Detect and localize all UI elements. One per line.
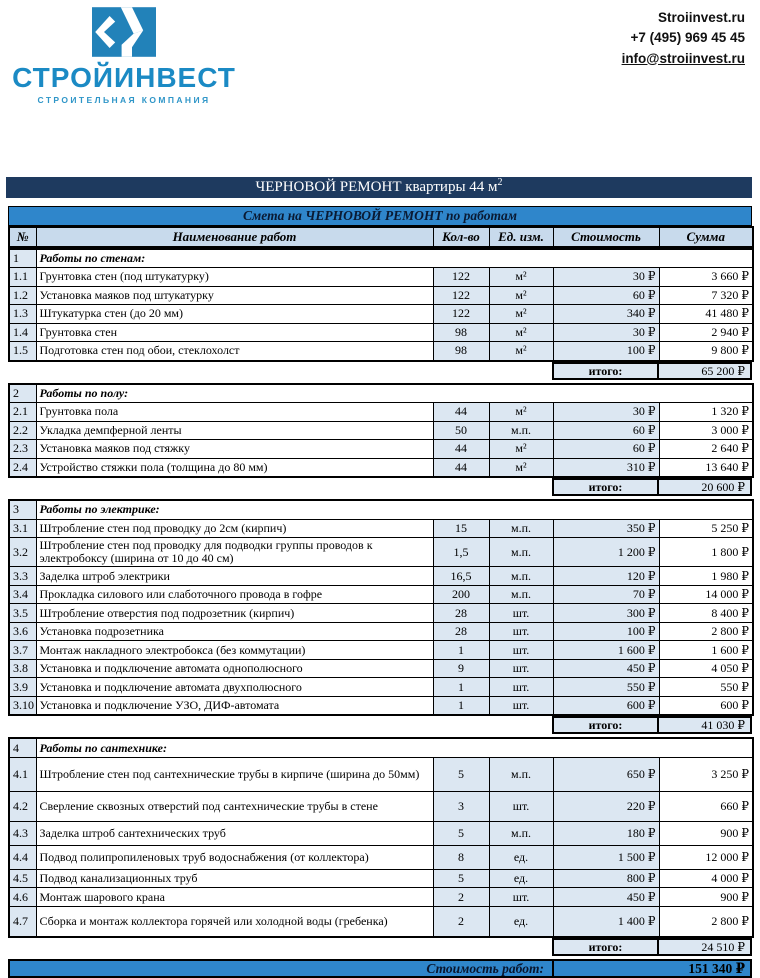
work-row-3.4 [9, 585, 753, 604]
row-number: 4.4 [9, 845, 36, 869]
work-name: Штробление стен под сантехнические трубы в кирпиче (ширина до 50мм) [36, 757, 433, 791]
work-price: 340 ₽ [553, 305, 659, 324]
work-row-2.2 [9, 421, 753, 440]
grand-total-label: Стоимость работ: [10, 961, 554, 976]
subtotal-value: 20 600 ₽ [658, 478, 752, 496]
work-sum: 900 ₽ [659, 888, 753, 907]
row-number: 4.3 [9, 821, 36, 845]
row-number: 3.5 [9, 604, 36, 623]
section-header-row [9, 384, 753, 403]
subtotal-value: 24 510 ₽ [658, 938, 752, 956]
work-name: Штробление стен под проводку до 2см (кирпич) [36, 519, 433, 538]
section-number: 4 [9, 738, 36, 757]
logo-mark-icon [92, 4, 156, 60]
section-1-table [8, 248, 754, 362]
subtotal-label: итого: [552, 716, 658, 734]
work-sum: 660 ₽ [659, 791, 753, 821]
section-3-table [8, 499, 754, 716]
col-header-sum: Сумма [659, 227, 753, 247]
work-name: Подвод полипропиленовых труб водоснабжения (от коллектора) [36, 845, 433, 869]
work-price: 350 ₽ [553, 519, 659, 538]
work-row-3.10 [9, 696, 753, 715]
row-number: 1.3 [9, 305, 36, 324]
subtotal-spacer [8, 478, 552, 496]
work-qty: 2 [433, 888, 489, 907]
row-number: 3.1 [9, 519, 36, 538]
work-qty: 1,5 [433, 538, 489, 567]
work-row-1.1 [9, 268, 753, 287]
section-4-subtotal-row [8, 938, 752, 956]
row-number: 2.3 [9, 440, 36, 459]
section-2-table [8, 383, 754, 479]
section-number: 2 [9, 384, 36, 403]
phone-number: +7 (495) 969 45 45 [630, 30, 745, 46]
work-price: 1 400 ₽ [553, 906, 659, 937]
work-name: Укладка демпферной ленты [36, 421, 433, 440]
work-price: 60 ₽ [553, 421, 659, 440]
row-number: 3.3 [9, 567, 36, 586]
work-row-3.6 [9, 622, 753, 641]
work-unit: шт. [489, 696, 553, 715]
col-header-price: Стоимость [553, 227, 659, 247]
document-title-superscript: 2 [497, 177, 503, 188]
work-qty: 2 [433, 906, 489, 937]
company-logo [10, 4, 238, 105]
work-price: 30 ₽ [553, 403, 659, 422]
work-sum: 1 800 ₽ [659, 538, 753, 567]
work-sum: 8 400 ₽ [659, 604, 753, 623]
work-price: 310 ₽ [553, 458, 659, 477]
work-price: 60 ₽ [553, 286, 659, 305]
work-sum: 1 600 ₽ [659, 641, 753, 660]
work-qty: 122 [433, 286, 489, 305]
work-unit: шт. [489, 888, 553, 907]
work-unit: м² [489, 323, 553, 342]
email-link[interactable]: info@stroiinvest.ru [621, 50, 745, 66]
work-price: 450 ₽ [553, 659, 659, 678]
row-number: 3.8 [9, 659, 36, 678]
work-name: Установка подрозетника [36, 622, 433, 641]
website-text: Stroiinvest.ru [657, 10, 745, 25]
work-name: Прокладка силового или слаботочного провода в гофре [36, 585, 433, 604]
work-sum: 13 640 ₽ [659, 458, 753, 477]
work-qty: 5 [433, 821, 489, 845]
work-name: Штробление стен под проводку для подводки группы проводов к электробоксу (ширина от 10 до 40 см) [36, 538, 433, 567]
work-qty: 98 [433, 323, 489, 342]
work-sum: 1 320 ₽ [659, 403, 753, 422]
work-unit: м.п. [489, 585, 553, 604]
work-unit: шт. [489, 641, 553, 660]
work-sum: 600 ₽ [659, 696, 753, 715]
work-row-4.6 [9, 888, 753, 907]
work-price: 650 ₽ [553, 757, 659, 791]
grand-total-value: 151 340 ₽ [688, 960, 745, 976]
work-unit: м.п. [489, 519, 553, 538]
work-qty: 3 [433, 791, 489, 821]
work-price: 800 ₽ [553, 869, 659, 888]
row-number: 3.2 [9, 538, 36, 567]
work-row-1.5 [9, 342, 753, 361]
work-sum: 3 000 ₽ [659, 421, 753, 440]
work-qty: 28 [433, 604, 489, 623]
work-row-4.3 [9, 821, 753, 845]
row-number: 4.6 [9, 888, 36, 907]
contact-block [622, 8, 745, 69]
work-unit: м² [489, 342, 553, 361]
work-unit: м.п. [489, 538, 553, 567]
work-row-4.4 [9, 845, 753, 869]
row-number: 2.2 [9, 421, 36, 440]
subtotal-label: итого: [552, 362, 658, 380]
work-unit: ед. [489, 906, 553, 937]
work-sum: 5 250 ₽ [659, 519, 753, 538]
work-name: Монтаж накладного электробокса (без коммутации) [36, 641, 433, 660]
work-unit: ед. [489, 845, 553, 869]
work-name: Подготовка стен под обои, стеклохолст [36, 342, 433, 361]
work-price: 1 200 ₽ [553, 538, 659, 567]
section-header-row [9, 738, 753, 757]
work-unit: м² [489, 268, 553, 287]
work-qty: 200 [433, 585, 489, 604]
row-number: 2.4 [9, 458, 36, 477]
subtotal-spacer [8, 716, 552, 734]
work-name: Заделка штроб электрики [36, 567, 433, 586]
work-row-3.2 [9, 538, 753, 567]
work-qty: 16,5 [433, 567, 489, 586]
column-headers [9, 227, 753, 247]
work-price: 100 ₽ [553, 622, 659, 641]
section-1-subtotal-row [8, 362, 752, 380]
work-row-3.7 [9, 641, 753, 660]
work-row-3.9 [9, 678, 753, 697]
section-header-row [9, 249, 753, 268]
col-header-number: № [9, 227, 36, 247]
work-price: 600 ₽ [553, 696, 659, 715]
work-sum: 2 940 ₽ [659, 323, 753, 342]
col-header-unit: Ед. изм. [489, 227, 553, 247]
work-row-2.3 [9, 440, 753, 459]
section-title: Работы по сантехнике: [36, 738, 753, 757]
row-number: 4.1 [9, 757, 36, 791]
work-unit: м² [489, 458, 553, 477]
document-title: ЧЕРНОВОЙ РЕМОНТ квартиры 44 м [255, 179, 498, 195]
section-number: 3 [9, 500, 36, 519]
work-sum: 12 000 ₽ [659, 845, 753, 869]
column-header-row [8, 226, 754, 248]
work-unit: м.п. [489, 567, 553, 586]
subtotal-spacer [8, 362, 552, 380]
work-unit: шт. [489, 659, 553, 678]
work-unit: м.п. [489, 421, 553, 440]
work-price: 30 ₽ [553, 323, 659, 342]
work-sum: 4 000 ₽ [659, 869, 753, 888]
work-price: 1 500 ₽ [553, 845, 659, 869]
work-name: Устройство стяжки пола (толщина до 80 мм) [36, 458, 433, 477]
work-unit: м² [489, 286, 553, 305]
row-number: 2.1 [9, 403, 36, 422]
work-price: 450 ₽ [553, 888, 659, 907]
subtotal-label: итого: [552, 938, 658, 956]
work-qty: 1 [433, 678, 489, 697]
work-name: Установка и подключение автомата двухполюсного [36, 678, 433, 697]
row-number: 4.5 [9, 869, 36, 888]
logo-wordmark: СТРОЙИНВЕСТ [12, 62, 236, 93]
work-row-3.8 [9, 659, 753, 678]
row-number: 1.4 [9, 323, 36, 342]
work-unit: м² [489, 440, 553, 459]
work-name: Монтаж шарового крана [36, 888, 433, 907]
row-number: 3.6 [9, 622, 36, 641]
work-price: 70 ₽ [553, 585, 659, 604]
row-number: 1.5 [9, 342, 36, 361]
work-qty: 5 [433, 757, 489, 791]
work-qty: 8 [433, 845, 489, 869]
work-qty: 50 [433, 421, 489, 440]
row-number: 4.7 [9, 906, 36, 937]
work-price: 220 ₽ [553, 791, 659, 821]
row-number: 1.2 [9, 286, 36, 305]
work-sum: 41 480 ₽ [659, 305, 753, 324]
col-header-name: Наименование работ [36, 227, 433, 247]
work-qty: 5 [433, 869, 489, 888]
work-price: 180 ₽ [553, 821, 659, 845]
work-sum: 14 000 ₽ [659, 585, 753, 604]
work-qty: 28 [433, 622, 489, 641]
row-number: 3.7 [9, 641, 36, 660]
work-price: 1 600 ₽ [553, 641, 659, 660]
work-row-1.4 [9, 323, 753, 342]
work-name: Грунтовка стен (под штукатурку) [36, 268, 433, 287]
work-unit: шт. [489, 622, 553, 641]
work-qty: 9 [433, 659, 489, 678]
row-number: 4.2 [9, 791, 36, 821]
work-qty: 15 [433, 519, 489, 538]
row-number: 3.10 [9, 696, 36, 715]
work-sum: 2 800 ₽ [659, 622, 753, 641]
section-title: Работы по электрике: [36, 500, 753, 519]
work-qty: 44 [433, 440, 489, 459]
grand-total-bar [8, 959, 752, 978]
subtotal-spacer [8, 938, 552, 956]
section-2-subtotal-row [8, 478, 752, 496]
work-qty: 1 [433, 696, 489, 715]
work-name: Установка маяков под стяжку [36, 440, 433, 459]
work-qty: 44 [433, 403, 489, 422]
work-sum: 900 ₽ [659, 821, 753, 845]
work-price: 30 ₽ [553, 268, 659, 287]
subtotal-label: итого: [552, 478, 658, 496]
work-row-3.5 [9, 604, 753, 623]
work-name: Штукатурка стен (до 20 мм) [36, 305, 433, 324]
work-row-2.4 [9, 458, 753, 477]
document-title-bar [6, 177, 752, 198]
section-3-subtotal-row [8, 716, 752, 734]
work-sum: 2 800 ₽ [659, 906, 753, 937]
work-name: Установка и подключение УЗО, ДИФ-автомата [36, 696, 433, 715]
work-sum: 3 660 ₽ [659, 268, 753, 287]
work-row-1.2 [9, 286, 753, 305]
work-row-4.2 [9, 791, 753, 821]
work-name: Установка и подключение автомата однополюсного [36, 659, 433, 678]
work-price: 300 ₽ [553, 604, 659, 623]
row-number: 3.4 [9, 585, 36, 604]
work-name: Установка маяков под штукатурку [36, 286, 433, 305]
col-header-qty: Кол-во [433, 227, 489, 247]
work-unit: шт. [489, 791, 553, 821]
work-name: Грунтовка стен [36, 323, 433, 342]
work-sum: 1 980 ₽ [659, 567, 753, 586]
work-price: 100 ₽ [553, 342, 659, 361]
work-unit: м.п. [489, 757, 553, 791]
work-qty: 98 [433, 342, 489, 361]
sections-container [8, 248, 752, 956]
section-number: 1 [9, 249, 36, 268]
work-row-3.3 [9, 567, 753, 586]
section-title: Работы по полу: [36, 384, 753, 403]
work-row-4.5 [9, 869, 753, 888]
work-row-3.1 [9, 519, 753, 538]
work-sum: 3 250 ₽ [659, 757, 753, 791]
work-name: Подвод канализационных труб [36, 869, 433, 888]
work-unit: ед. [489, 869, 553, 888]
subtotal-value: 41 030 ₽ [658, 716, 752, 734]
work-qty: 44 [433, 458, 489, 477]
work-qty: 122 [433, 268, 489, 287]
work-row-4.7 [9, 906, 753, 937]
section-title: Работы по стенам: [36, 249, 753, 268]
work-price: 550 ₽ [553, 678, 659, 697]
section-header-row [9, 500, 753, 519]
work-name: Сверление сквозных отверстий под сантехнические трубы в стене [36, 791, 433, 821]
work-name: Штробление отверстия под подрозетник (кирпич) [36, 604, 433, 623]
work-name: Заделка штроб сантехнических труб [36, 821, 433, 845]
work-sum: 9 800 ₽ [659, 342, 753, 361]
work-sum: 7 320 ₽ [659, 286, 753, 305]
work-row-4.1 [9, 757, 753, 791]
work-qty: 122 [433, 305, 489, 324]
work-unit: шт. [489, 604, 553, 623]
row-number: 1.1 [9, 268, 36, 287]
subtotal-value: 65 200 ₽ [658, 362, 752, 380]
work-unit: м² [489, 305, 553, 324]
work-sum: 550 ₽ [659, 678, 753, 697]
work-qty: 1 [433, 641, 489, 660]
work-unit: м.п. [489, 821, 553, 845]
work-unit: шт. [489, 678, 553, 697]
work-row-1.3 [9, 305, 753, 324]
work-name: Сборка и монтаж коллектора горячей или холодной воды (гребенка) [36, 906, 433, 937]
logo-tagline: СТРОИТЕЛЬНАЯ КОМПАНИЯ [37, 95, 211, 105]
section-4-table [8, 737, 754, 938]
work-unit: м² [489, 403, 553, 422]
estimate-sheet [8, 206, 752, 978]
work-price: 120 ₽ [553, 567, 659, 586]
row-number: 3.9 [9, 678, 36, 697]
work-sum: 2 640 ₽ [659, 440, 753, 459]
work-price: 60 ₽ [553, 440, 659, 459]
work-name: Грунтовка пола [36, 403, 433, 422]
work-sum: 4 050 ₽ [659, 659, 753, 678]
estimate-caption: Смета на ЧЕРНОВОЙ РЕМОНТ по работам [8, 206, 752, 226]
work-row-2.1 [9, 403, 753, 422]
